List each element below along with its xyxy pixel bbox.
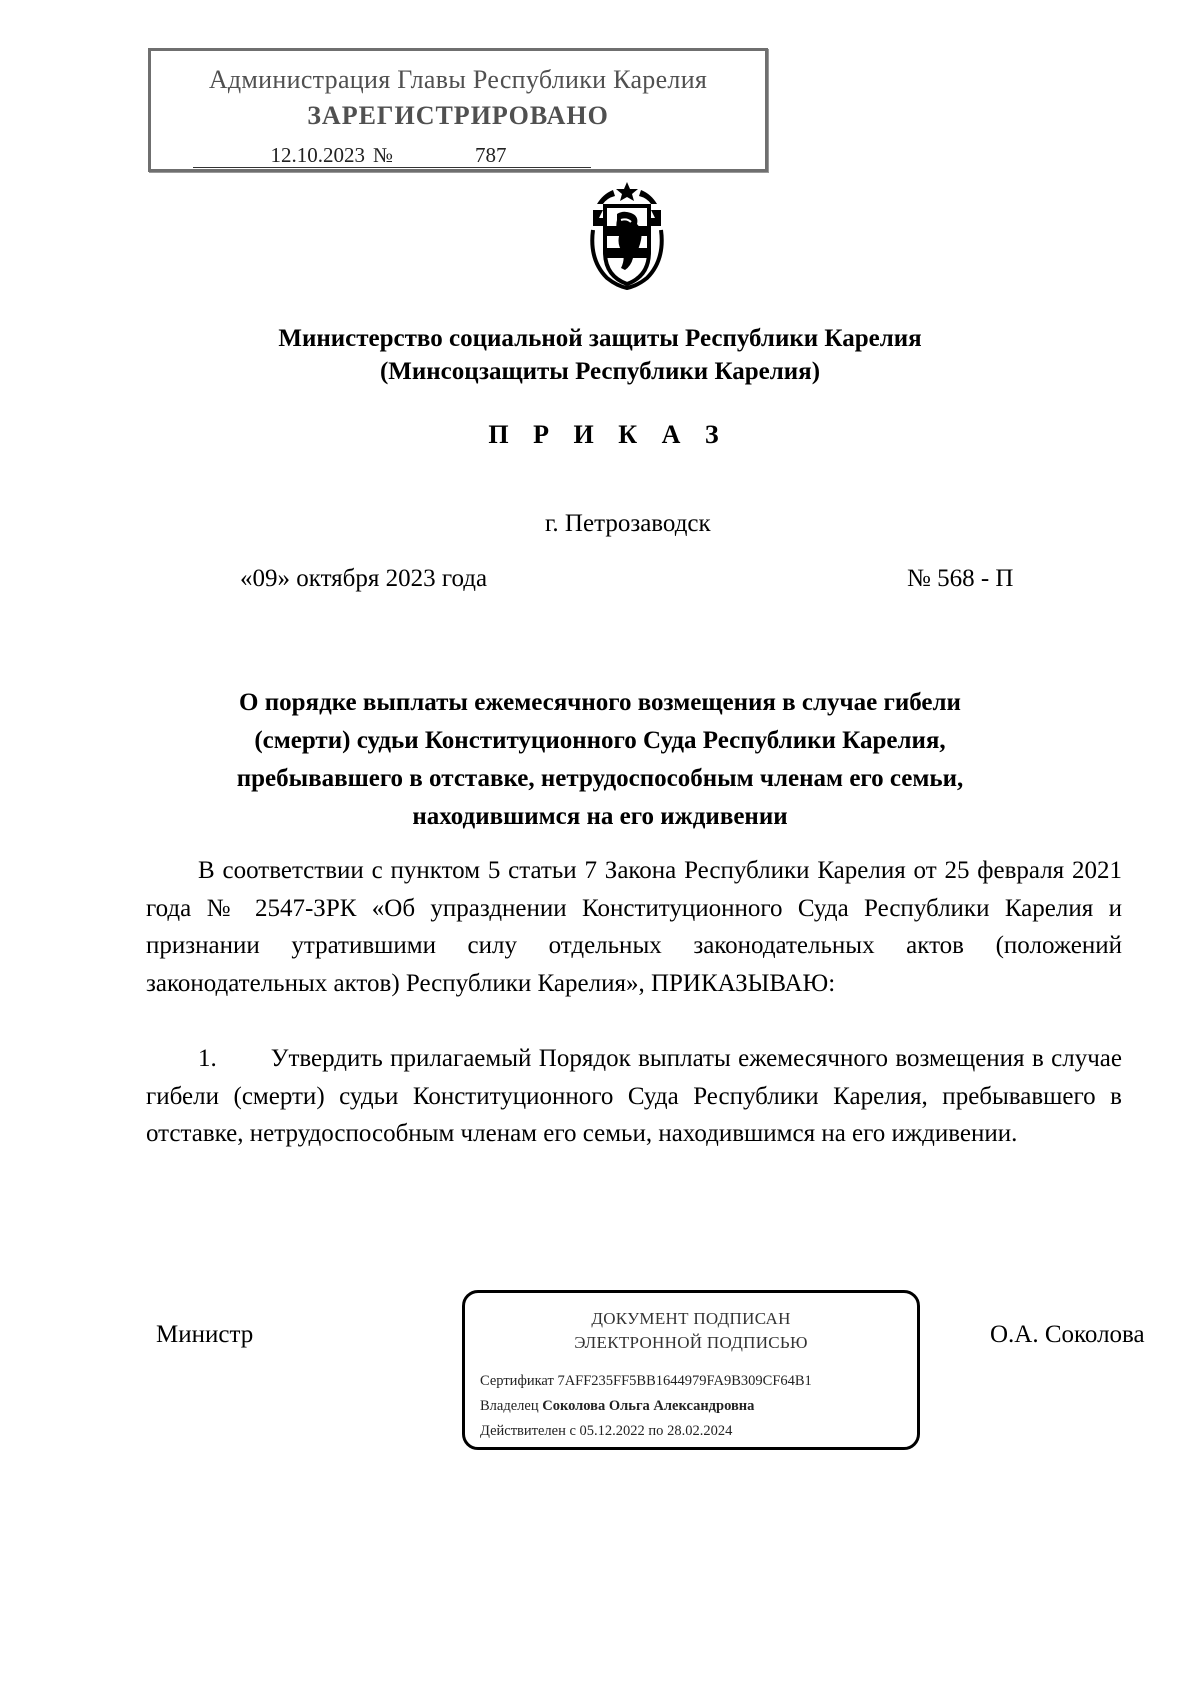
esig-valid-to-label: по — [648, 1423, 664, 1439]
document-type: П Р И К А З — [488, 420, 728, 449]
stamp-registration-line — [193, 143, 591, 168]
signer-role: Министр — [156, 1321, 254, 1348]
esig-header-line-1: ДОКУМЕНТ ПОДПИСАН — [591, 1309, 791, 1328]
heading-line: (смерти) судьи Конституционного Суда Республики Карелия, — [254, 727, 946, 754]
organization-name: Министерство социальной защиты Республики Карелия — [278, 325, 922, 352]
registration-stamp — [148, 48, 768, 172]
heading-line: пребывавшего в отставке, нетрудоспособным членам его семьи, — [236, 765, 964, 792]
signer-name: О.А. Соколова — [990, 1321, 1145, 1348]
esig-owner: Соколова Ольга Александровна — [542, 1398, 755, 1414]
body-paragraph-1: В соответствии с пунктом 5 статьи 7 Закона Республики Карелия от 25 февраля 2021 года № 2547-ЗРК «Об упразднении Конституционного Суда Республики Карелия и признании утратившими силу отдельных законодательных актов (положений законодательных актов) Республики Карелия», ПРИКАЗЫВАЮ: — [146, 857, 1122, 997]
esig-valid-from: 05.12.2022 — [579, 1423, 645, 1439]
heading-line: находившимся на его иждивении — [412, 803, 788, 830]
esig-certificate: 7AFF235FF5BB1644979FA9B309CF64B1 — [557, 1373, 812, 1389]
esig-valid-row — [480, 1423, 732, 1440]
document-number: № 568 - П — [907, 565, 1014, 592]
esig-header-line-2: ЭЛЕКТРОННОЙ ПОДПИСЬЮ — [574, 1333, 808, 1352]
stamp-registered-label: ЗАРЕГИСТРИРОВАНО — [307, 101, 609, 130]
stamp-number: 787 — [395, 143, 591, 168]
coat-of-arms-icon — [583, 180, 671, 290]
stamp-number-label: № — [372, 143, 394, 167]
stamp-administration: Администрация Главы Республики Карелия — [208, 65, 708, 94]
body-item-1 — [146, 1040, 1122, 1153]
esig-certificate-row — [480, 1373, 812, 1390]
esig-certificate-label: Сертификат — [480, 1373, 554, 1389]
stamp-date: 12.10.2023 — [193, 143, 371, 168]
organization-short-name: (Минсоцзащиты Республики Карелия) — [379, 358, 821, 385]
item-text: Утвердить прилагаемый Порядок выплаты ежемесячного возмещения в случае гибели (смерти) судьи Конституционного Суда Республики Карелия, пребывавшего в отставке, нетрудоспособным членам его семьи, находившимся на его иждивении. — [146, 1045, 1122, 1147]
item-number: 1. — [198, 1045, 217, 1072]
esig-owner-row — [480, 1398, 754, 1415]
document-heading — [150, 684, 1050, 836]
esig-valid-to: 28.02.2024 — [667, 1423, 733, 1439]
esig-valid-label: Действителен с — [480, 1423, 576, 1439]
document-date: «09» октября 2023 года — [240, 565, 488, 592]
electronic-signature-stamp — [462, 1290, 920, 1450]
heading-line: О порядке выплаты ежемесячного возмещения в случае гибели — [239, 689, 961, 716]
esig-owner-label: Владелец — [480, 1398, 539, 1414]
document-city: г. Петрозаводск — [545, 510, 711, 537]
organization-block — [0, 322, 1200, 388]
